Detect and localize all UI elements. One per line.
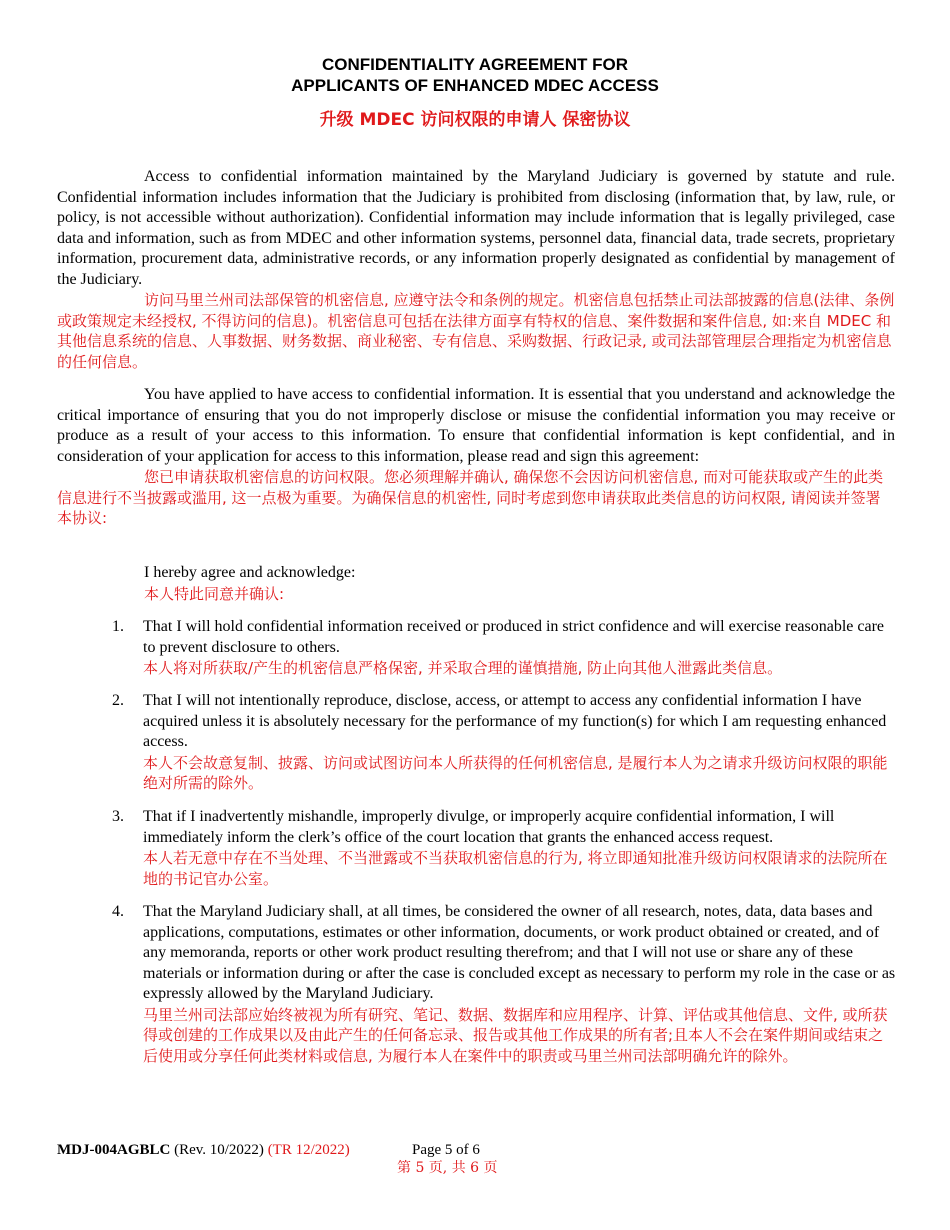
page-number: Page 5 of 6 — [412, 1142, 480, 1158]
form-translation-date: (TR 12/2022) — [267, 1142, 350, 1158]
item-text-zh: 本人不会故意复制、披露、访问或试图访问本人所获得的任何机密信息, 是履行本人为之请求升级访问权限的职能绝对所需的除外。 — [143, 753, 888, 792]
item-text-zh: 本人将对所获取/产生的机密信息严格保密, 并采取合理的谨慎措施, 防止向其他人泄露此类信息。 — [143, 659, 783, 677]
title-line-1: CONFIDENTIALITY AGREEMENT FOR — [322, 55, 628, 74]
item-number: 3. — [112, 808, 124, 825]
intro-paragraph-en: Access to confidential information maintained by the Maryland Judiciary is governed by statute and rule. Confidential information includes information that the Judiciary is prohibited from disclosing (information that, by law, rule, or policy, is not accessible without authorization). Confidential information may include information that is legally privileged, case data and information, such as from MDEC and other information systems, personnel data, financial data, trade secrets, proprietary information, procurement data, administrative records, or any information properly designated as confidential by management of the Judiciary. — [57, 168, 895, 288]
agree-zh: 本人特此同意并确认: — [144, 584, 285, 603]
agree-section — [144, 563, 904, 604]
title-chinese: 升级 MDEC 访问权限的申请人 保密协议 — [319, 110, 631, 130]
form-id: MDJ-004AGBLC — [57, 1142, 171, 1158]
agree-en: I hereby agree and acknowledge: — [144, 564, 356, 581]
item-text-en: That I will not intentionally reproduce, disclose, access, or attempt to access any confidential information I have acquired unless it is absolutely necessary for the performance of my function(s) for which I am requesting enhanced access. — [143, 692, 887, 750]
applied-paragraph-zh: 您已申请获取机密信息的访问权限。您必须理解并确认, 确保您不会因访问机密信息, 而对可能获取或产生的此类信息进行不当披露或滥用, 这一点极为重要。为确保信息的机密性, 同时考虑到您申请获取此类信息的访问权限, 请阅读并签署本协议: — [57, 468, 884, 527]
item-text-en: That the Maryland Judiciary shall, at all times, be considered the owner of all research, notes, data, data bases and applications, computations, estimates or other information, documents, or work product obtained or created, and of any memoranda, reports or other work product resulting therefrom; and that I will not use or share any of these materials or information during or after the case is concluded except as necessary to perform my role in the case or as expressly allowed by the Maryland Judiciary. — [143, 903, 896, 1002]
item-text-zh: 马里兰州司法部应始终被视为所有研究、笔记、数据、数据库和应用程序、计算、评估或其他信息、文件, 或所获得或创建的工作成果以及由此产生的任何备忘录、报告或其他工作成果的所有者;且本人不会在案件期间或结束之后使用或分享任何此类材料或信息, 为履行本人在案件中的职责或马里兰州司法部明确允许的除外。 — [143, 1005, 888, 1065]
item-number: 4. — [112, 903, 124, 920]
item-text-en: That I will hold confidential information received or produced in strict confidence and will exercise reasonable care to prevent disclosure to others. — [143, 618, 885, 656]
applied-section — [57, 385, 895, 529]
applied-paragraph-en: You have applied to have access to confidential information. It is essential that you understand and acknowledge the critical importance of ensuring that you do not improperly disclose or misuse the confidential information you may receive or produce as a result of your access to this information. To ensure that confidential information is kept confidential, and in consideration of your application for access to this information, please read and sign this agreement: — [57, 386, 895, 465]
intro-section — [57, 167, 895, 372]
intro-paragraph-zh: 访问马里兰州司法部保管的机密信息, 应遵守法令和条例的规定。机密信息包括禁止司法部披露的信息(法律、条例或政策规定未经授权, 不得访问的信息)。机密信息可包括在法律方面享有特权的信息、案件数据和案件信息, 如:来自 MDEC 和其他信息系统的信息、人事数据、财务数据、商业秘密、专有信息、采购数据、行政记录, 或司法部管理层合理指定为机密信息的任何信息。 — [57, 291, 895, 371]
form-revision: (Rev. 10/2022) — [174, 1142, 264, 1158]
item-number: 1. — [112, 618, 124, 635]
item-text-zh: 本人若无意中存在不当处理、不当泄露或不当获取机密信息的行为, 将立即通知批准升级访问权限请求的法院所在地的书记官办公室。 — [143, 849, 888, 888]
item-number: 2. — [112, 692, 124, 709]
form-identifier — [57, 1140, 350, 1161]
item-text-en: That if I inadvertently mishandle, improperly divulge, or improperly acquire confidential information, I will immediately inform the clerk’s office of the court location that grants the enhanced access request. — [143, 808, 835, 846]
page-number-zh: 第 5 页, 共 6 页 — [397, 1160, 498, 1176]
title-line-2: APPLICANTS OF ENHANCED MDEC ACCESS — [291, 76, 659, 95]
